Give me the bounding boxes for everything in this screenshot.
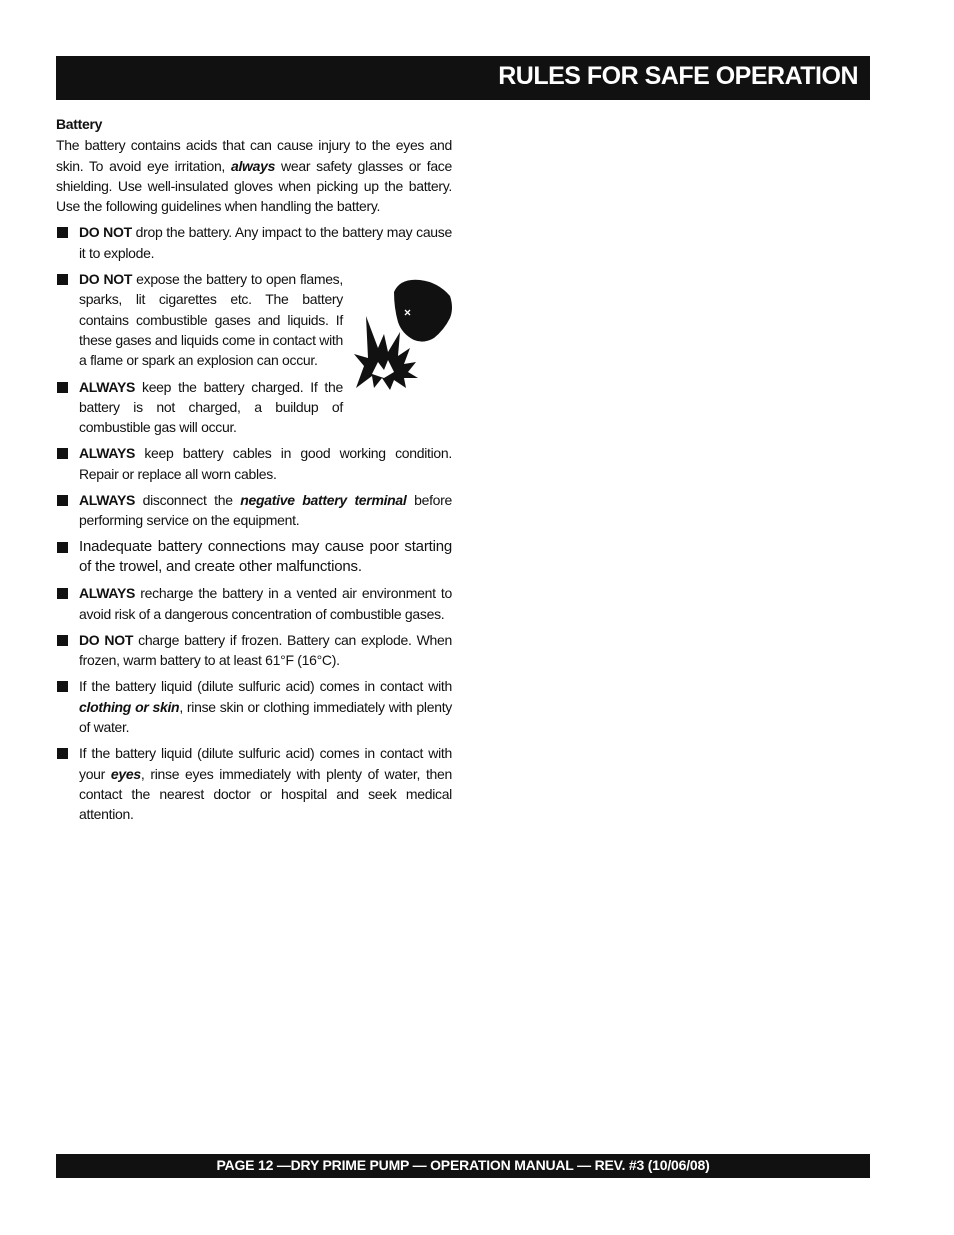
footer-bar <box>56 1154 870 1178</box>
bullet-square-icon <box>57 681 68 692</box>
header-bar <box>56 56 870 100</box>
list-item <box>56 583 452 624</box>
item-emphasis: eyes <box>110 765 141 782</box>
footer-text: PAGE 12 —DRY PRIME PUMP — OPERATION MANUAL — REV. #3 (10/06/08) <box>216 1157 710 1173</box>
bullet-square-icon <box>57 588 68 599</box>
item-text: keep battery cables in good working condition. Repair or replace all worn cables. <box>79 445 452 482</box>
keyword: DO NOT <box>79 631 134 648</box>
item-emphasis: clothing or skin <box>79 698 180 715</box>
intro-text: The battery contains acids that can cause injury to the eyes and skin. To avoid eye irritation, <box>56 137 452 174</box>
list-item <box>56 490 452 531</box>
keyword: ALWAYS <box>79 378 136 395</box>
item-text: Inadequate battery connections may cause poor starting of the trowel, and create other malfunctions. <box>79 537 452 575</box>
intro-paragraph <box>56 135 452 216</box>
list-item <box>56 630 452 671</box>
item-text-end: before performing service on the equipment. <box>79 492 452 529</box>
keyword: ALWAYS <box>79 492 136 509</box>
keyword: DO NOT <box>79 224 132 241</box>
list-item <box>56 676 452 737</box>
page-title: RULES FOR SAFE OPERATION <box>498 62 858 90</box>
intro-text-end: wear safety glasses or face shielding. Use well-insulated gloves when picking up the battery. Use the following guidelines when handling the battery. <box>56 157 452 215</box>
item-text: recharge the battery in a vented air environment to avoid risk of a dangerous concentration of combustible gases. <box>79 585 452 622</box>
item-text: drop the battery. Any impact to the battery may cause it to explode. <box>79 224 452 261</box>
bullet-square-icon <box>57 635 68 646</box>
list-item <box>56 743 452 824</box>
bomb-explosion-icon <box>354 278 454 390</box>
bullet-square-icon <box>57 382 68 393</box>
bullet-square-icon <box>57 495 68 506</box>
list-item <box>56 537 452 578</box>
item-text-end: , rinse eyes immediately with plenty of water, then contact the nearest doctor or hospital and seek medical attention. <box>79 765 452 823</box>
bullet-square-icon <box>57 748 68 759</box>
item-text: keep the battery charged. If the battery is not charged, a buildup of combustible gas will occur. <box>79 378 343 436</box>
keyword: ALWAYS <box>79 585 136 602</box>
section-heading: Battery <box>56 116 103 132</box>
bullet-square-icon <box>57 274 68 285</box>
item-text: disconnect the <box>135 492 241 509</box>
item-text: If the battery liquid (dilute sulfuric acid) comes in contact with your <box>79 745 452 782</box>
keyword: DO NOT <box>79 271 133 288</box>
list-item <box>56 222 452 263</box>
battery-section <box>56 114 452 831</box>
item-emphasis: negative battery terminal <box>240 492 407 509</box>
list-item <box>56 443 452 484</box>
bullet-square-icon <box>57 448 68 459</box>
item-text: charge battery if frozen. Battery can explode. When frozen, warm battery to at least 61°F (16°C). <box>79 631 452 669</box>
bullet-square-icon <box>57 542 68 553</box>
keyword: ALWAYS <box>79 445 136 462</box>
bullet-square-icon <box>57 227 68 238</box>
item-text: If the battery liquid (dilute sulfuric acid) comes in contact with <box>79 678 452 695</box>
list-item <box>56 269 343 370</box>
intro-emphasis: always <box>230 157 276 174</box>
list-item <box>56 377 343 438</box>
item-text-end: , rinse skin or clothing immediately with plenty of water. <box>79 698 452 736</box>
item-text: expose the battery to open flames, sparks, lit cigarettes etc. The battery contains combustible gases and liquids. If these gases and liquids come in contact with a flame or spark an explosion can occur. <box>79 271 343 369</box>
